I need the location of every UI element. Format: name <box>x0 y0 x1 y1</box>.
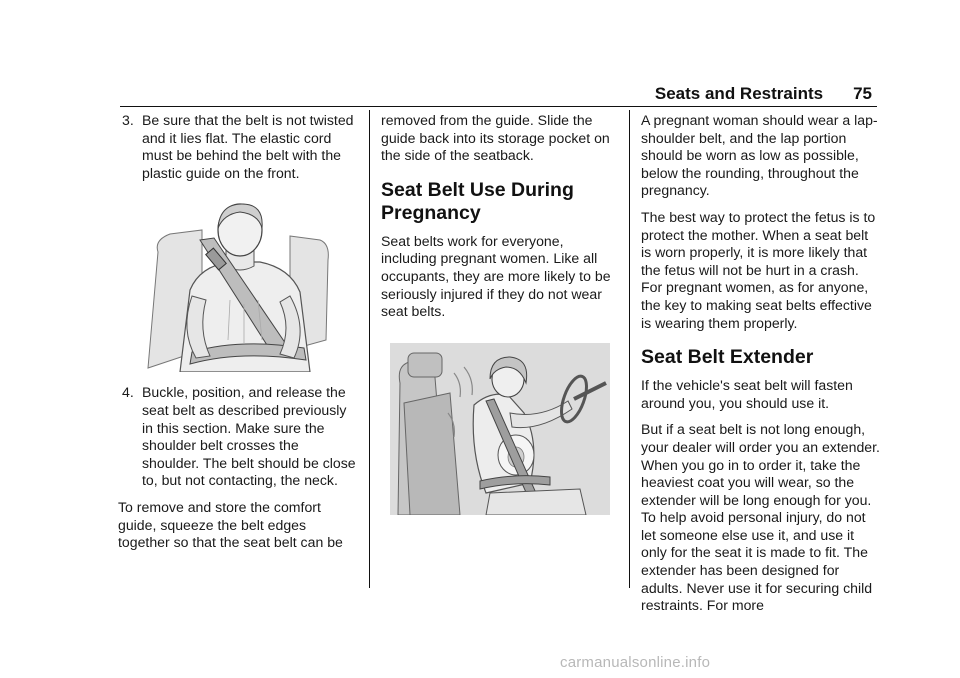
step-text: Buckle, position, and release the seat belt as described previously in this section. Make sure the shoulder belt crosses the shoulder. The belt should be close to, but not contacting, the neck. <box>142 384 356 489</box>
page-header <box>655 84 872 104</box>
step-text: Be sure that the belt is not twisted and it lies flat. The elastic cord must be behind the belt with the plastic guide on the front. <box>142 112 354 181</box>
column-3 <box>641 112 881 624</box>
step-3 <box>118 112 358 182</box>
paragraph: removed from the guide. Slide the guide back into its storage pocket on the side of the seatback. <box>381 112 610 164</box>
comfort-guide-illustration <box>140 200 336 372</box>
paragraph: The best way to protect the fetus is to protect the mother. When a seat belt is worn properly, it is more likely that the fetus will not be hurt in a crash. For pregnant women, as for anyone, the key to making seat belts effective is wearing them properly. <box>641 208 876 331</box>
step-number: 3. <box>122 112 134 128</box>
paragraph: If the vehicle's seat belt will fasten around you, you should use it. <box>641 377 853 411</box>
step-number: 4. <box>122 384 134 401</box>
header-rule <box>120 106 877 107</box>
paragraph: A pregnant woman should wear a lap-shoulder belt, and the lap portion should be worn as low as possible, below the rounding, throughout the pregnancy. <box>641 112 878 199</box>
column-divider-2 <box>629 110 630 588</box>
column-1 <box>118 112 358 561</box>
section-heading: Seat Belt Use During Pregnancy <box>381 178 574 224</box>
column-divider-1 <box>369 110 370 588</box>
watermark-text: carmanualsonline.info <box>560 654 711 671</box>
section-heading: Seat Belt Extender <box>641 346 814 369</box>
pregnancy-belt-illustration <box>390 343 610 515</box>
section-title: Seats and Restraints <box>654 84 824 103</box>
paragraph: But if a seat belt is not long enough, your dealer will order you an extender. When you go in to order it, take the heaviest coat you will wear, so the extender will be long enough for you. To help avoid personal injury, do not let someone else use it, and use it only for the seat it is made to fit. The extender has been designed for adults. Never use it for securing child restraints. For more <box>641 421 880 614</box>
step-4 <box>118 384 358 490</box>
paragraph: To remove and store the comfort guide, squeeze the belt edges together so that the seat belt can be <box>118 498 343 551</box>
paragraph: Seat belts work for everyone, including pregnant women. Like all occupants, they are more likely to be seriously injured if they do not wear seat belts. <box>381 232 611 320</box>
column-2 <box>381 112 619 515</box>
page-number: 75 <box>853 84 872 103</box>
